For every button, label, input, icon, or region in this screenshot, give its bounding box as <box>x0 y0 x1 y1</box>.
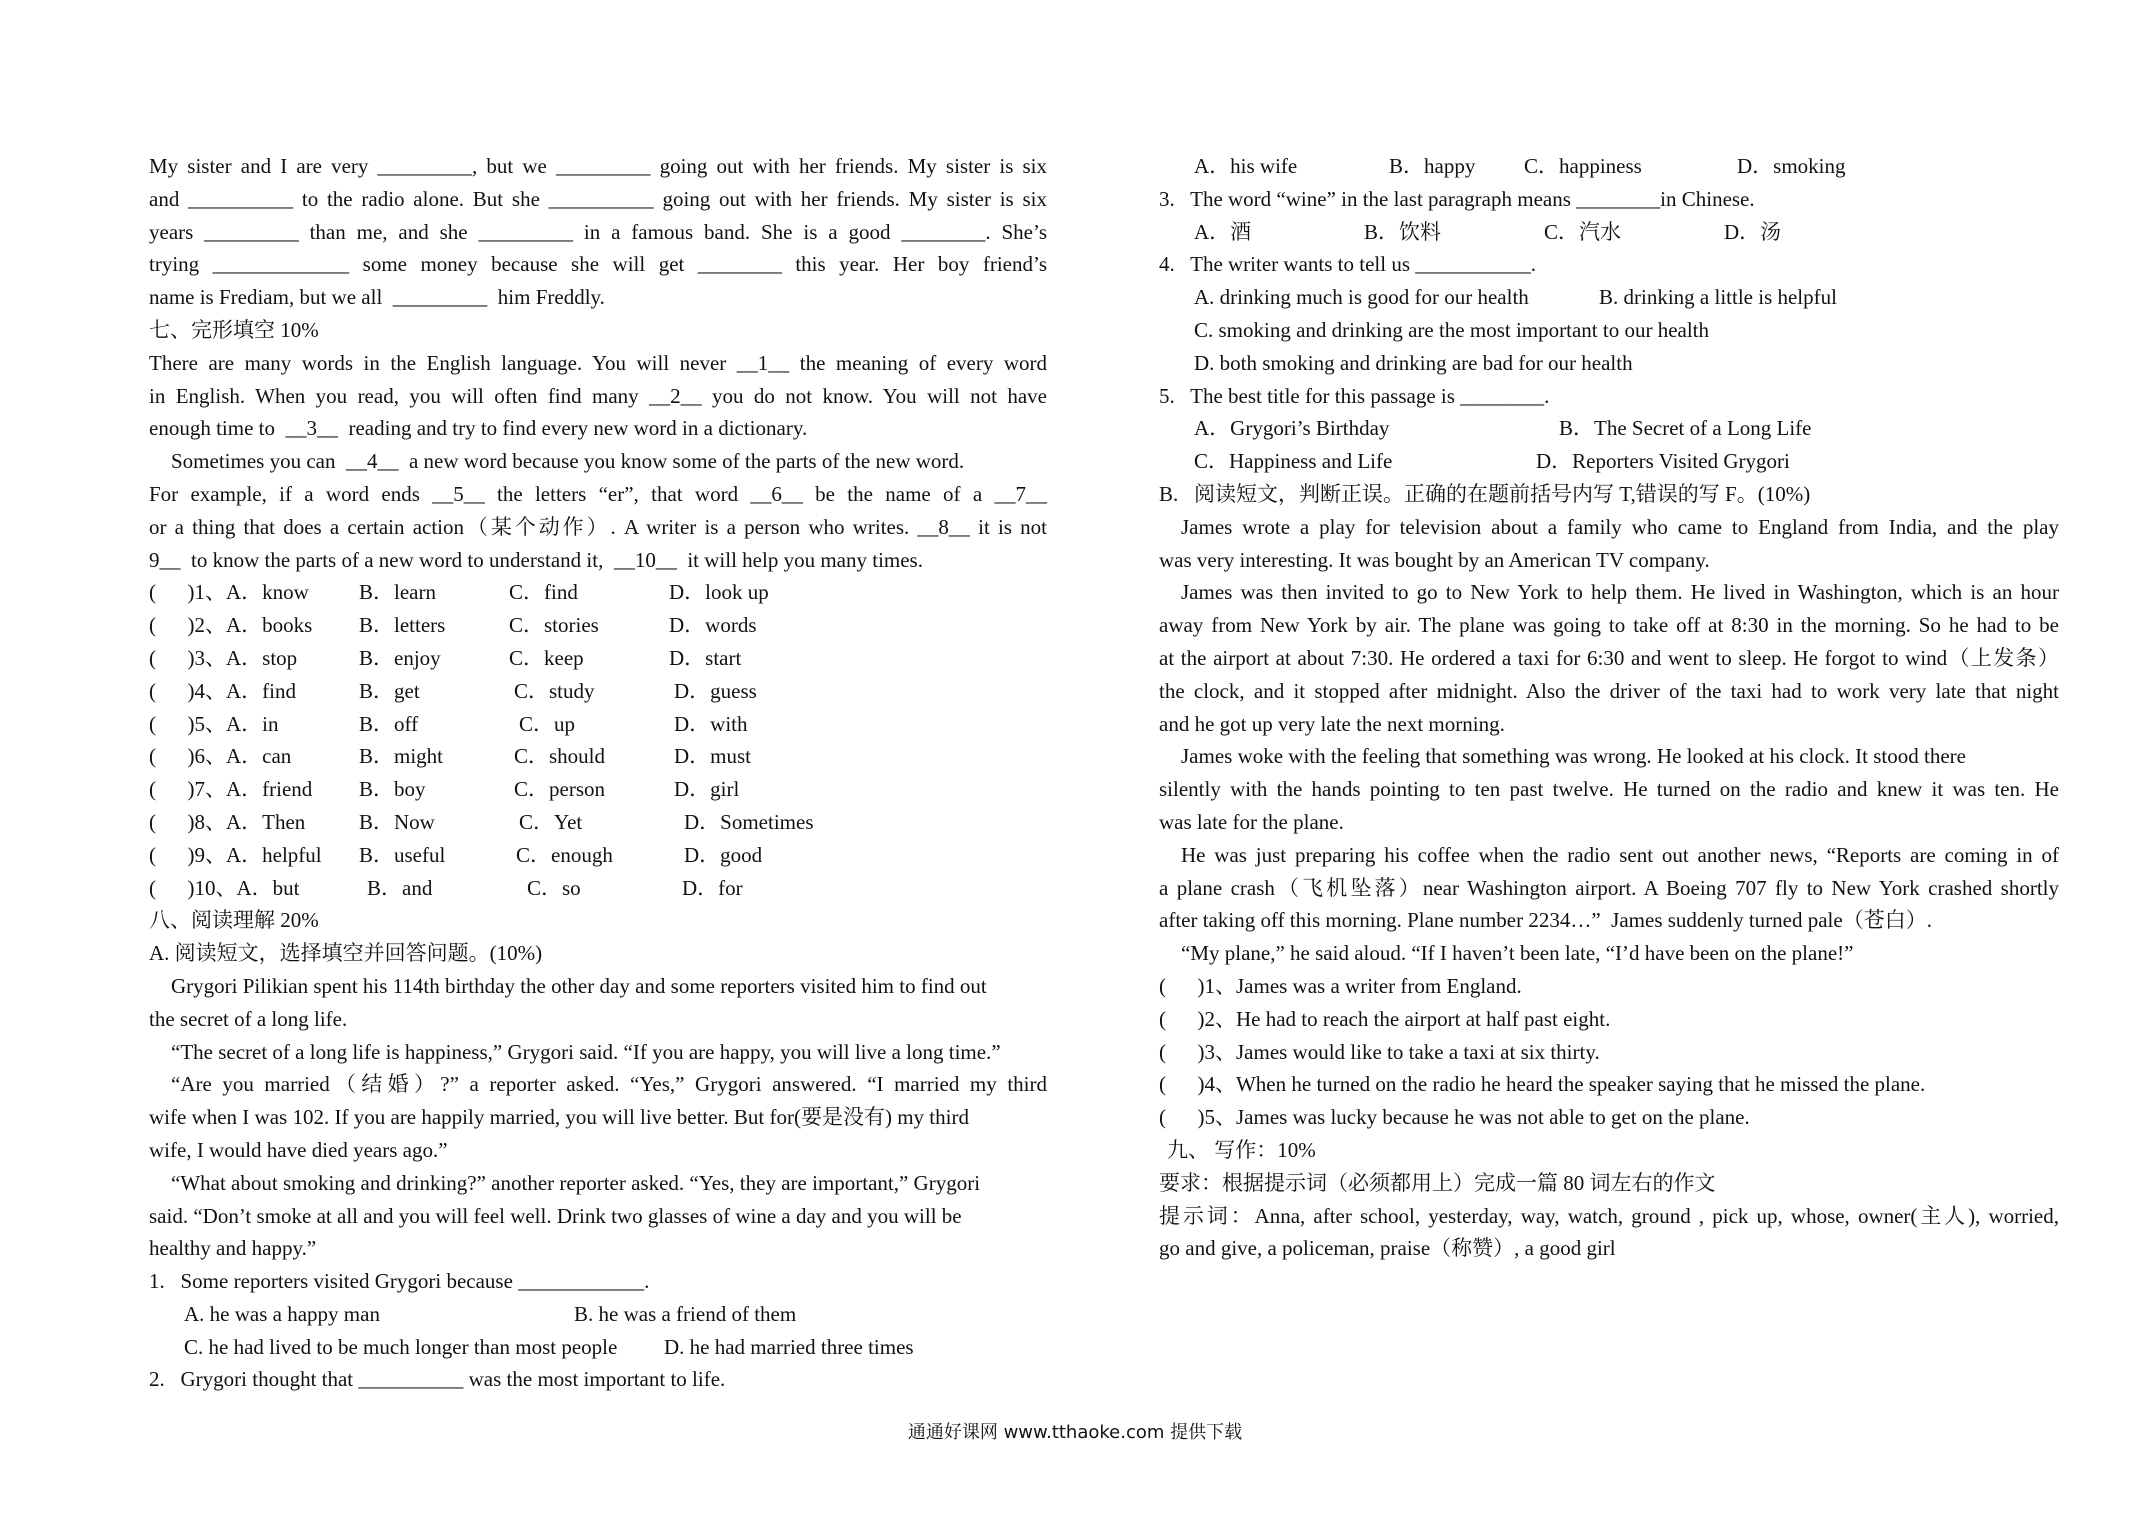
option-d: D．good <box>684 842 763 867</box>
passage-b-line: the clock, and it stopped after midnight. Also the driver of the taxi had to work very late that night <box>1159 678 2059 703</box>
passage-b-line: a plane crash（飞机坠落）near Washington airport. A Boeing 707 fly to New York crashed shortly <box>1159 875 2059 900</box>
question-4-options <box>1159 281 2059 314</box>
option-c: C．find <box>509 580 578 605</box>
option-b: B．off <box>359 711 419 736</box>
passage-a-line: “Are you married（结婚）?” a reporter asked. “Yes,” Grygori answered. “I married my third <box>171 1072 1047 1097</box>
cloze-line: My sister and I are very _________, but we _________ going out with her friends. My sister is six <box>149 154 1047 178</box>
option-b: B．learn <box>359 580 436 605</box>
writing-hint: go and give, a policeman, praise（称赞）, a good girl <box>1159 1236 1616 1261</box>
option-b: B．letters <box>359 613 446 638</box>
section-8a-instructions: A. 阅读短文，选择填空并回答问题。(10%) <box>149 941 543 966</box>
cloze-line: and __________ to the radio alone. But she __________ going out with her friends. My sister is six <box>149 186 1047 211</box>
option-row <box>149 740 1047 773</box>
option-a: ( )8、A．Then <box>149 809 306 834</box>
question-1: 1. Some reporters visited Grygori because ____________. <box>149 1269 650 1294</box>
option-a: ( )10、A．but <box>149 875 300 900</box>
option-d: D．start <box>669 645 742 670</box>
option-c: C．should <box>514 744 606 769</box>
option-a: ( )4、A．find <box>149 678 296 703</box>
question-2: 2. Grygori thought that __________ was the most important to life. <box>149 1367 726 1392</box>
section-8b-instructions: B. 阅读短文，判断正误。正确的在题前括号内写 T,错误的写 F。(10%) <box>1159 481 1811 506</box>
passage-a-line: healthy and happy.” <box>149 1236 317 1261</box>
passage-a-line: said. “Don’t smoke at all and you will feel well. Drink two glasses of wine a day and you will be <box>149 1203 962 1228</box>
option-a: ( )5、A．in <box>149 711 279 736</box>
cloze-line: trying _____________ some money because she will get ________ this year. Her boy friend’s <box>149 252 1047 277</box>
option-row <box>149 773 1047 806</box>
option-b: B. drinking a little is helpful <box>1599 285 1837 310</box>
option-a: A．his wife <box>1194 154 1298 178</box>
left-column <box>149 150 1047 1396</box>
question-5: 5. The best title for this passage is ________. <box>1159 383 1550 408</box>
passage-b-line: silently with the hands pointing to ten past twelve. He turned on the radio and knew it was ten. He <box>1159 777 2059 802</box>
passage-line: There are many words in the English language. You will never __1__ the meaning of every word <box>149 350 1047 375</box>
question-3: 3. The word “wine” in the last paragraph means ________in Chinese. <box>1159 186 1755 211</box>
option-c: C．Yet <box>519 809 583 834</box>
section-7-title: 七、完形填空 10% <box>149 317 319 342</box>
cloze-line: years _________ than me, and she _________ in a famous band. She is a good ________. She’s <box>149 219 1047 244</box>
option-c: C．stories <box>509 613 599 638</box>
option-c: C．enough <box>516 842 613 867</box>
option-b: B．The Secret of a Long Life <box>1559 416 1812 441</box>
passage-b-line: was late for the plane. <box>1159 809 1344 834</box>
passage-b-line: James was then invited to go to New York to help them. He lived in Washington, which is an hour <box>1181 580 2059 605</box>
question-5-options <box>1159 412 2059 445</box>
option-a: ( )3、A．stop <box>149 645 298 670</box>
writing-requirement: 要求：根据提示词（必须都用上）完成一篇 80 词左右的作文 <box>1159 1170 1716 1195</box>
passage-a-line: “What about smoking and drinking?” another reporter asked. “Yes, they are important,” Grygori <box>171 1170 981 1195</box>
passage-line: in English. When you read, you will often find many __2__ you do not know. You will not have <box>149 383 1047 408</box>
passage-b-line: He was just preparing his coffee when the radio sent out another news, “Reports are coming in of <box>1181 842 2059 867</box>
option-d: D．girl <box>674 777 740 802</box>
passage-a-line: the secret of a long life. <box>149 1006 348 1031</box>
option-row <box>149 609 1047 642</box>
option-c: C．study <box>514 678 595 703</box>
passage-line: Sometimes you can __4__ a new word because you know some of the parts of the new word. <box>171 449 965 474</box>
option-row <box>149 839 1047 872</box>
passage-b-line: away from New York by air. The plane was going to take off at 8:30 in the morning. So he had to be <box>1159 613 2059 638</box>
option-c: C. smoking and drinking are the most important to our health <box>1194 317 1710 342</box>
cloze-options <box>149 576 1047 904</box>
passage-line: enough time to __3__ reading and try to find every new word in a dictionary. <box>149 416 808 441</box>
option-d: D．guess <box>674 678 757 703</box>
option-d: D．look up <box>669 580 769 605</box>
true-false-item: ( )3、James would like to take a taxi at six thirty. <box>1159 1039 1600 1064</box>
question-2-options <box>1159 150 2059 183</box>
question-3-options <box>1159 216 2059 249</box>
option-a: A. drinking much is good for our health <box>1194 285 1529 310</box>
option-c: C. he had lived to be much longer than most people <box>184 1334 618 1359</box>
option-a: ( )1、A．know <box>149 580 309 605</box>
passage-line: For example, if a word ends __5__ the letters “er”, that word __6__ be the name of a __7__ <box>149 481 1047 506</box>
passage-b-line: James wrote a play for television about a family who came to England from India, and the play <box>1181 514 2059 539</box>
section-8-title: 八、阅读理解 20% <box>149 908 319 933</box>
option-b: B. he was a friend of them <box>574 1301 797 1326</box>
option-a: A. he was a happy man <box>184 1301 380 1326</box>
true-false-item: ( )5、James was lucky because he was not able to get on the plane. <box>1159 1105 1750 1130</box>
passage-a-line: wife when I was 102. If you are happily married, you will live better. But for(要是没有) my third <box>149 1105 969 1130</box>
footer-watermark: 通通好课网 www.tthaoke.com 提供下载 <box>907 1422 1243 1443</box>
passage-b-line: and he got up very late the next morning. <box>1159 711 1505 736</box>
option-row <box>149 642 1047 675</box>
option-a: ( )2、A．books <box>149 613 313 638</box>
question-5-options <box>1159 445 2059 478</box>
option-row <box>149 708 1047 741</box>
passage-a-line: wife, I would have died years ago.” <box>149 1137 448 1162</box>
option-c: C．happiness <box>1524 154 1642 178</box>
option-d: D．words <box>669 613 757 638</box>
writing-hint: 提示词：Anna, after school, yesterday, way, watch, ground , pick up, whose, owner(主人), worried, <box>1159 1203 2059 1228</box>
passage-b-line: at the airport at about 7:30. He ordered a taxi for 6:30 and went to sleep. He forgot to wind（上发条） <box>1159 645 2059 670</box>
option-a: ( )6、A．can <box>149 744 292 769</box>
question-1-options <box>149 1331 1047 1364</box>
cloze-line: name is Frediam, but we all _________ him Freddly. <box>149 285 605 310</box>
option-c: C．person <box>514 777 605 802</box>
option-c: C．汽水 <box>1544 219 1622 244</box>
option-c: C．up <box>519 711 576 736</box>
option-d: D．must <box>674 744 752 769</box>
true-false-item: ( )1、James was a writer from England. <box>1159 973 1522 998</box>
passage-b-line: “My plane,” he said aloud. “If I haven’t been late, “I’d have been on the plane!” <box>1181 941 1854 966</box>
option-b: B．and <box>367 875 433 900</box>
option-c: C．keep <box>509 645 584 670</box>
option-d: D．with <box>674 711 748 736</box>
section-9-title: 九、 写作：10% <box>1167 1137 1316 1162</box>
passage-line: or a thing that does a certain action（某个动作）. A writer is a person who writes. __8__ it is not <box>149 514 1047 539</box>
question-4: 4. The writer wants to tell us ___________. <box>1159 252 1536 277</box>
option-b: B．useful <box>359 842 446 867</box>
option-c: C．so <box>527 875 581 900</box>
right-column <box>1159 150 2059 1265</box>
option-a: A．酒 <box>1194 219 1252 244</box>
passage-a-line: Grygori Pilikian spent his 114th birthday the other day and some reporters visited him to find out <box>171 973 987 998</box>
option-c: C．Happiness and Life <box>1194 449 1393 474</box>
option-row <box>149 675 1047 708</box>
option-a: A．Grygori’s Birthday <box>1194 416 1390 441</box>
option-b: B．饮料 <box>1364 219 1442 244</box>
option-row <box>149 806 1047 839</box>
option-a: ( )9、A．helpful <box>149 842 322 867</box>
option-d: D．for <box>682 875 743 900</box>
option-b: B．Now <box>359 809 435 834</box>
option-d: D．Reporters Visited Grygori <box>1536 449 1790 474</box>
passage-b-line: James woke with the feeling that something was wrong. He looked at his clock. It stood there <box>1181 744 1966 769</box>
passage-a-line: “The secret of a long life is happiness,” Grygori said. “If you are happy, you will live a long time.” <box>171 1039 1001 1064</box>
option-a: ( )7、A．friend <box>149 777 313 802</box>
option-b: B．boy <box>359 777 426 802</box>
option-d: D．smoking <box>1737 154 1846 178</box>
passage-b-line: after taking off this morning. Plane number 2234…” James suddenly turned pale（苍白）. <box>1159 908 1932 933</box>
option-d: D．汤 <box>1724 219 1782 244</box>
option-b: B．might <box>359 744 444 769</box>
true-false-item: ( )2、He had to reach the airport at half past eight. <box>1159 1006 1611 1031</box>
option-row <box>149 872 1047 905</box>
option-d: D. both smoking and drinking are bad for our health <box>1194 350 1633 375</box>
question-1-options <box>149 1298 1047 1331</box>
option-d: D．Sometimes <box>684 809 814 834</box>
option-b: B．enjoy <box>359 645 441 670</box>
passage-b-line: was very interesting. It was bought by an American TV company. <box>1159 547 1710 572</box>
passage-line: 9__ to know the parts of a new word to understand it, __10__ it will help you many times. <box>149 547 923 572</box>
true-false-item: ( )4、When he turned on the radio he heard the speaker saying that he missed the plane. <box>1159 1072 1926 1097</box>
option-d: D. he had married three times <box>664 1334 914 1359</box>
option-b: B．happy <box>1389 154 1476 178</box>
option-row <box>149 576 1047 609</box>
option-b: B．get <box>359 678 420 703</box>
